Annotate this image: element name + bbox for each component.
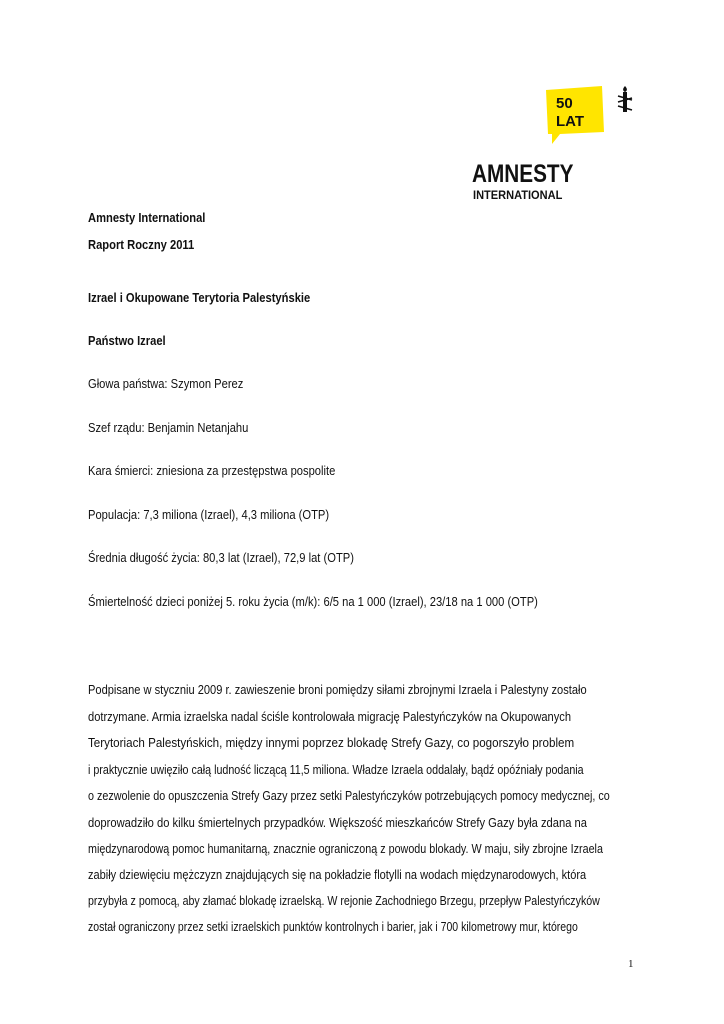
badge-text-lat: LAT bbox=[556, 113, 585, 130]
paragraph-line: doprowadziło do kilku śmiertelnych przypadków. Większość mieszkańców Strefy Gazy była zdana na bbox=[88, 815, 587, 830]
paragraph-line: został ograniczony przez setki izraelskich punktów kontrolnych i barier, jak i 700 kilometrowy mur, którego bbox=[88, 919, 578, 934]
report-title: Raport Roczny 2011 bbox=[88, 237, 195, 252]
fact-life-expectancy: Średnia długość życia: 80,3 lat (Izrael), 72,9 lat (OTP) bbox=[88, 550, 354, 565]
logo-international: INTERNATIONAL bbox=[473, 188, 563, 202]
paragraph-line: Terytoriach Palestyńskich, między innymi poprzez blokadę Strefy Gazy, co pogorszyło problem bbox=[88, 735, 575, 750]
fact-head-of-government: Szef rządu: Benjamin Netanjahu bbox=[88, 420, 249, 435]
paragraph-line: międzynarodową pomoc humanitarną, znacznie ograniczoną z powodu blokady. W maju, siły zbrojne Izraela bbox=[88, 841, 603, 856]
amnesty-logo bbox=[470, 84, 640, 204]
fact-population: Populacja: 7,3 miliona (Izrael), 4,3 miliona (OTP) bbox=[88, 507, 330, 522]
paragraph-line: zabiły dziewięciu mężczyzn znajdujących się na pokładzie flotylli na wodach międzynarodowych, która bbox=[88, 867, 587, 882]
paragraph-line: i praktycznie uwięziło całą ludność liczącą 11,5 miliona. Władze Izraela oddalały, bądź opóźniały podania bbox=[88, 762, 584, 777]
page-number: 1 bbox=[628, 958, 634, 970]
logo-amnesty: AMNESTY bbox=[472, 160, 574, 188]
paragraph-line: dotrzymane. Armia izraelska nadal ściśle kontrolowała migrację Palestyńczyków na Okupowanych bbox=[88, 709, 572, 724]
org-title: Amnesty International bbox=[88, 210, 206, 225]
fact-head-of-state: Głowa państwa: Szymon Perez bbox=[88, 376, 244, 391]
fact-child-mortality: Śmiertelność dzieci poniżej 5. roku życia (m/k): 6/5 na 1 000 (Izrael), 23/18 na 1 000 (OTP) bbox=[88, 594, 538, 609]
badge-text-50: 50 bbox=[556, 95, 573, 112]
candle-barbed-wire-icon bbox=[616, 86, 634, 116]
fact-death-penalty: Kara śmierci: zniesiona za przestępstwa pospolite bbox=[88, 463, 336, 478]
country-heading: Państwo Izrael bbox=[88, 333, 166, 348]
paragraph-line: Podpisane w styczniu 2009 r. zawieszenie broni pomiędzy siłami zbrojnymi Izraela i Palestyny zostało bbox=[88, 682, 587, 697]
paragraph-line: przybyła z pomocą, aby złamać blokadę izraelską. W rejonie Zachodniego Brzegu, przepływ Palestyńczyków bbox=[88, 893, 600, 908]
paragraph-line: o zezwolenie do opuszczenia Strefy Gazy przez setki Palestyńczyków potrzebujących pomocy medycznej, co bbox=[88, 788, 610, 803]
region-heading: Izrael i Okupowane Terytoria Palestyńskie bbox=[88, 290, 311, 305]
